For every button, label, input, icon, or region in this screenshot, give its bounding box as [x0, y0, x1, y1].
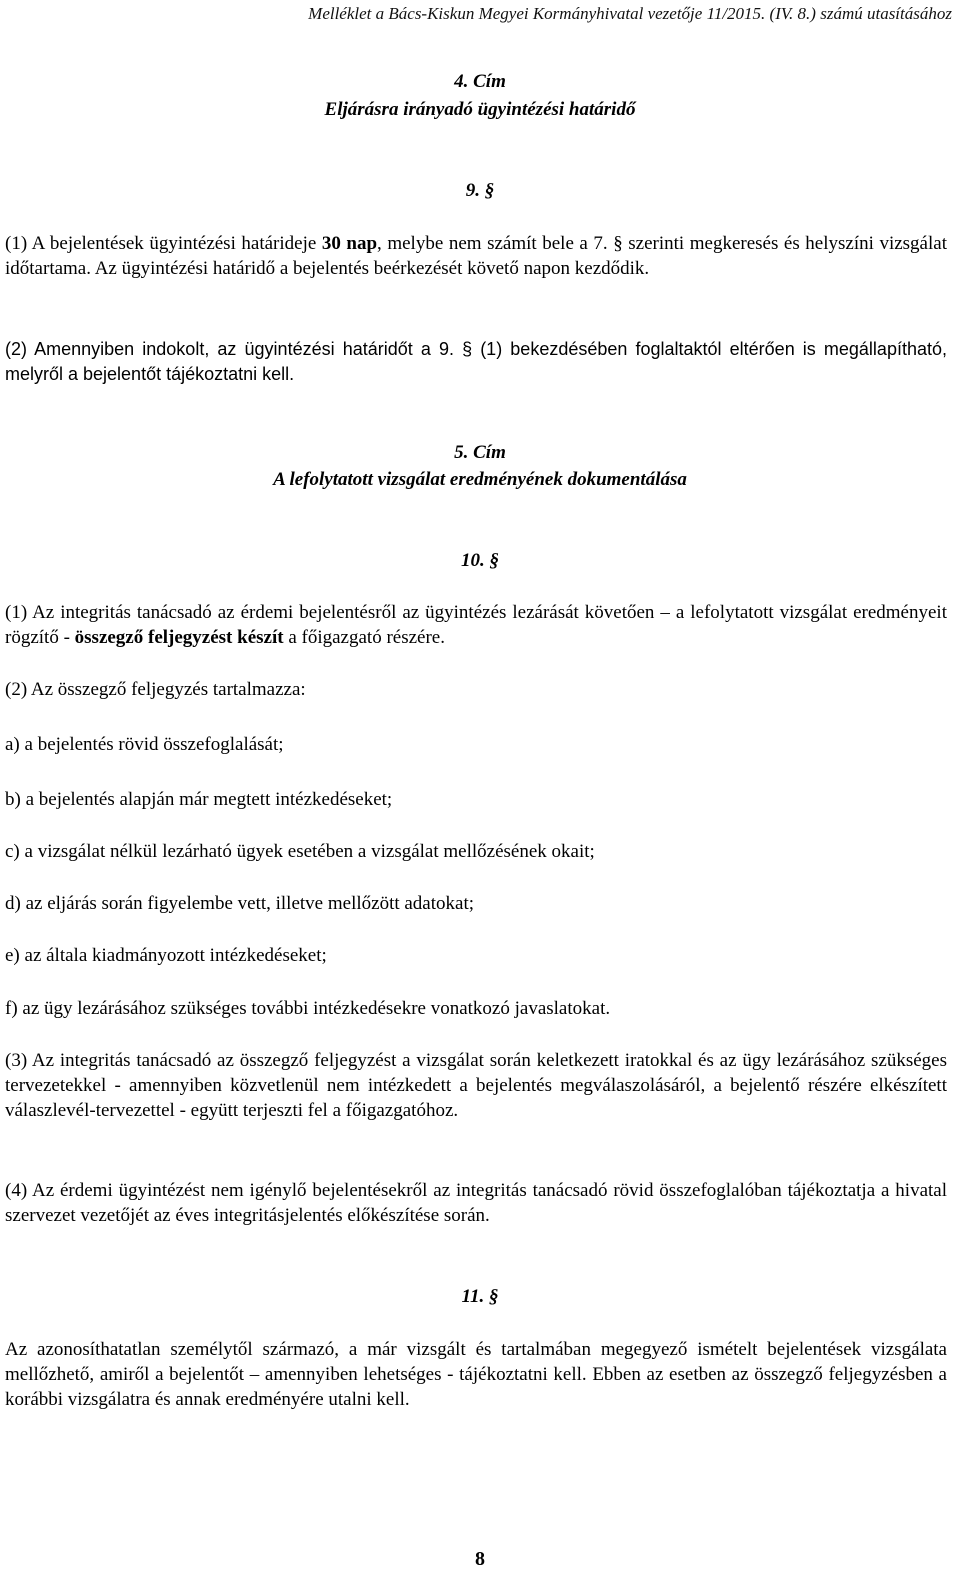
title-5-heading: A lefolytatott vizsgálat eredményének dokumentálása: [273, 469, 687, 490]
list-item: b) a bejelentés alapján már megtett intézkedéseket;: [5, 789, 393, 810]
title-4-heading: Eljárásra irányadó ügyintézési határidő: [324, 99, 636, 120]
title-4-number-text: 4. Cím: [454, 71, 506, 92]
section-11-paragraph: Az azonosíthatatlan személytől származó, a már vizsgált és tartalmában megegyező ismételt bejelentések vizsgálata mellőzhető, amiről a bejelentőt – amennyiben lehetséges - tájékoztatni kell. Ebben az esetben az összegző feljegyzésben a korábbi vizsgálatra és annak eredményére utalni kell.: [5, 1339, 947, 1410]
page-number: 8: [475, 1548, 485, 1570]
section-11-heading-text: 11. §: [461, 1286, 499, 1307]
section-10-p1-text-b: a főigazgató részére.: [283, 627, 445, 648]
section-9-p1-text-b: , melybe nem számít bele a 7. § szerinti megkeresés és helyszíni vizsgálat időtartama. Az ügyintézési határidő a bejelentés beérkezését követő napon kezdődik.: [5, 233, 947, 279]
section-9-heading-text: 9. §: [465, 180, 495, 201]
section-10-paragraph-3: (3) Az integritás tanácsadó az összegző feljegyzést a vizsgálat során keletkezett iratokkal és az ügy lezárásához szükséges tervezetekkel - amennyiben közvetlenül nem intézkedett a bejelentés megválaszolásáról, a bejelentő részére elkészített válaszlevél-tervezettel - együtt terjeszti fel a főigazgatóhoz.: [5, 1050, 947, 1121]
list-item: f) az ügy lezárásához szükséges további intézkedésekre vonatkozó javaslatokat.: [5, 998, 611, 1019]
section-10-paragraph-1: [5, 600, 947, 650]
list-item: e) az általa kiadmányozott intézkedéseket;: [5, 945, 327, 966]
list-item: d) az eljárás során figyelembe vett, illetve mellőzött adatokat;: [5, 893, 475, 914]
section-9-paragraph-2: (2) Amennyiben indokolt, az ügyintézési határidőt a 9. § (1) bekezdésében foglaltaktól eltérően is megállapítható, melyről a bejelentőt tájékoztatni kell.: [5, 339, 947, 384]
title-4-text: [0, 97, 960, 122]
section-9-paragraph-1: [5, 231, 947, 281]
section-10-p1-bold: összegző feljegyzést készít: [74, 627, 284, 648]
section-10-p1-text-a: (1) Az integritás tanácsadó az érdemi bejelentésről az ügyintézés lezárását követően – a lefolytatott vizsgálat eredményeit rögzítő -: [5, 602, 947, 648]
section-10-heading-text: 10. §: [461, 550, 499, 571]
title-5-number: [0, 440, 960, 465]
title-4-number: [0, 69, 960, 94]
section-10-heading: [0, 548, 960, 573]
section-10-paragraph-2: (2) Az összegző feljegyzés tartalmazza:: [5, 679, 306, 700]
section-11-heading: [0, 1284, 960, 1309]
title-5-number-text: 5. Cím: [454, 442, 506, 463]
header-note: Melléklet a Bács-Kiskun Megyei Kormányhivatal vezetője 11/2015. (IV. 8.) számú utasításához: [308, 4, 952, 23]
title-5-text: [0, 467, 960, 492]
section-10-paragraph-4: (4) Az érdemi ügyintézést nem igénylő bejelentésekről az integritás tanácsadó rövid összefoglalóban tájékoztatja a hivatal szervezet vezetőjét az éves integritásjelentés előkészítése során.: [5, 1180, 947, 1226]
section-9-heading: [0, 178, 960, 203]
section-9-p1-text-a: (1) A bejelentések ügyintézési határideje: [5, 233, 322, 254]
list-item: a) a bejelentés rövid összefoglalását;: [5, 734, 284, 755]
list-item: c) a vizsgálat nélkül lezárható ügyek esetében a vizsgálat mellőzésének okait;: [5, 841, 595, 862]
section-9-p1-bold: 30 nap: [321, 233, 378, 254]
